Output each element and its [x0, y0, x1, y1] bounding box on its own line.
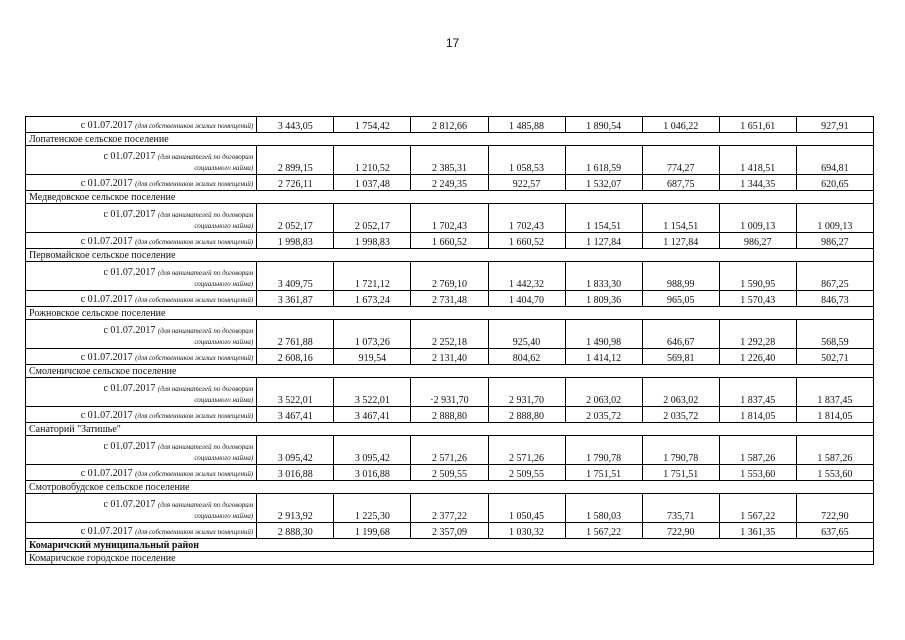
settlement-title: Медведовское сельское поселение	[26, 191, 874, 204]
tariff-value: 2 249,35	[411, 175, 488, 191]
tariff-value: 687,75	[642, 175, 719, 191]
tariff-value: 1 418,51	[719, 146, 796, 175]
tariff-value: 3 016,88	[257, 465, 334, 481]
tariff-value: 1 154,51	[565, 204, 642, 233]
tariff-value: 722,90	[796, 494, 873, 523]
consumer-category: (для нанимателей по договорам	[157, 501, 254, 509]
tariff-value: 1 225,30	[334, 494, 411, 523]
tariff-value: 804,62	[488, 349, 565, 365]
tariff-value: 1 660,52	[411, 233, 488, 249]
settlement-title: Санаторий "Затишье"	[26, 423, 874, 436]
consumer-category: (для собственников жилых помещений)	[135, 354, 254, 362]
section-row	[26, 539, 874, 552]
consumer-category: (для собственников жилых помещений)	[135, 122, 254, 130]
tariff-value: 1 532,07	[565, 175, 642, 191]
period-label	[26, 349, 257, 365]
consumer-category-cont: социального найма)	[194, 396, 254, 404]
tariff-value: 1 292,28	[719, 320, 796, 349]
tariff-value: 1 651,61	[719, 117, 796, 133]
owner-tariff-row	[26, 117, 874, 133]
tariff-value: 722,90	[642, 523, 719, 539]
period-label	[26, 378, 257, 407]
tariff-value: 1 553,60	[796, 465, 873, 481]
tariff-value: 2 252,18	[411, 320, 488, 349]
tariff-value: 2 385,31	[411, 146, 488, 175]
tariff-value: 2 888,80	[411, 407, 488, 423]
tariff-value: 694,81	[796, 146, 873, 175]
tariff-value: 1 809,36	[565, 291, 642, 307]
tariff-value: 1 030,32	[488, 523, 565, 539]
tenant-tariff-row	[26, 146, 874, 175]
tariff-value: 3 361,87	[257, 291, 334, 307]
period-date: с 01.07.2017	[80, 526, 133, 537]
period-label	[26, 233, 257, 249]
section-row	[26, 307, 874, 320]
tariff-value: 1 226,40	[719, 349, 796, 365]
tariff-value: 988,99	[642, 262, 719, 291]
tariff-value: 986,27	[719, 233, 796, 249]
tariff-value: 2 899,15	[257, 146, 334, 175]
tariff-value: 1 344,35	[719, 175, 796, 191]
tariff-value: 1 790,78	[642, 436, 719, 465]
period-label	[26, 494, 257, 523]
tariff-value: 3 443,05	[257, 117, 334, 133]
tariff-value: 1 837,45	[719, 378, 796, 407]
owner-tariff-row	[26, 349, 874, 365]
tariff-value: 2 052,17	[334, 204, 411, 233]
tenant-tariff-row	[26, 436, 874, 465]
consumer-category: (для нанимателей по договорам	[157, 211, 254, 219]
tariff-value: 2 377,22	[411, 494, 488, 523]
settlement-title: Лопатенское сельское поселение	[26, 133, 874, 146]
tenant-tariff-row	[26, 494, 874, 523]
period-date: с 01.07.2017	[80, 468, 133, 479]
tariff-value: 3 522,01	[334, 378, 411, 407]
tariff-value: 1 009,13	[719, 204, 796, 233]
owner-tariff-row	[26, 407, 874, 423]
tariff-value: 735,71	[642, 494, 719, 523]
owner-tariff-row	[26, 233, 874, 249]
tariff-value: 1 046,22	[642, 117, 719, 133]
tariff-value: 1 587,26	[719, 436, 796, 465]
tariff-value: 922,57	[488, 175, 565, 191]
tariff-value: 1 998,83	[257, 233, 334, 249]
tariff-value: 1 058,53	[488, 146, 565, 175]
consumer-category-cont: социального найма)	[194, 512, 254, 520]
period-date: с 01.07.2017	[103, 209, 156, 220]
tariff-value: 965,05	[642, 291, 719, 307]
period-date: с 01.07.2017	[103, 441, 156, 452]
tariff-value: 1 442,32	[488, 262, 565, 291]
tariff-value: 2 769,10	[411, 262, 488, 291]
owner-tariff-row	[26, 175, 874, 191]
consumer-category: (для собственников жилых помещений)	[135, 528, 254, 536]
consumer-category: (для нанимателей по договорам	[157, 153, 254, 161]
tariff-value: 1 127,84	[642, 233, 719, 249]
section-row	[26, 249, 874, 262]
period-date: с 01.07.2017	[80, 410, 133, 421]
tariff-value: 2 571,26	[488, 436, 565, 465]
tariff-value: 1 127,84	[565, 233, 642, 249]
consumer-category: (для собственников жилых помещений)	[135, 412, 254, 420]
tariff-value: 925,40	[488, 320, 565, 349]
tariff-value: 2 726,11	[257, 175, 334, 191]
tariff-value: 2 812,66	[411, 117, 488, 133]
tariff-value: 1 702,43	[411, 204, 488, 233]
consumer-category: (для собственников жилых помещений)	[135, 470, 254, 478]
tariff-value: 1 754,42	[334, 117, 411, 133]
tariff-value: 637,65	[796, 523, 873, 539]
period-label	[26, 175, 257, 191]
settlement-title: Первомайское сельское поселение	[26, 249, 874, 262]
tariff-value: 3 016,88	[334, 465, 411, 481]
period-label	[26, 320, 257, 349]
owner-tariff-row	[26, 523, 874, 539]
tariff-value: 774,27	[642, 146, 719, 175]
tariff-value: 919,54	[334, 349, 411, 365]
tariff-value: 1 154,51	[642, 204, 719, 233]
period-label	[26, 465, 257, 481]
tariff-value: 2 931,70	[488, 378, 565, 407]
section-row	[26, 481, 874, 494]
tariff-value: 2 888,80	[488, 407, 565, 423]
section-row	[26, 191, 874, 204]
owner-tariff-row	[26, 465, 874, 481]
tariff-value: 1 751,51	[642, 465, 719, 481]
tariff-value: 1 660,52	[488, 233, 565, 249]
tenant-tariff-row	[26, 320, 874, 349]
tariff-value: 1 567,22	[565, 523, 642, 539]
consumer-category: (для собственников жилых помещений)	[135, 180, 254, 188]
tariff-value: 3 467,41	[257, 407, 334, 423]
owner-tariff-row	[26, 291, 874, 307]
tariff-value: 1 485,88	[488, 117, 565, 133]
tariff-value: 1 814,05	[719, 407, 796, 423]
period-label	[26, 291, 257, 307]
consumer-category: (для собственников жилых помещений)	[135, 238, 254, 246]
consumer-category-cont: социального найма)	[194, 454, 254, 462]
tariff-value: 1 580,03	[565, 494, 642, 523]
period-date: с 01.07.2017	[80, 120, 133, 131]
tariff-value: 502,71	[796, 349, 873, 365]
period-label	[26, 204, 257, 233]
consumer-category: (для нанимателей по договорам	[157, 327, 254, 335]
tariff-value: 1 751,51	[565, 465, 642, 481]
tariff-value: 1 199,68	[334, 523, 411, 539]
tariff-value: 1 702,43	[488, 204, 565, 233]
period-date: с 01.07.2017	[103, 383, 156, 394]
tariff-value: 2 052,17	[257, 204, 334, 233]
consumer-category-cont: социального найма)	[194, 280, 254, 288]
tariff-value: 1 837,45	[796, 378, 873, 407]
consumer-category-cont: социального найма)	[194, 164, 254, 172]
tariff-value: 1 404,70	[488, 291, 565, 307]
tariff-value: 1 618,59	[565, 146, 642, 175]
tariff-value: 569,81	[642, 349, 719, 365]
tariff-value: 927,91	[796, 117, 873, 133]
district-title: Комаричский муниципальный район	[26, 539, 874, 552]
tariff-value: 2 063,02	[642, 378, 719, 407]
section-row	[26, 365, 874, 378]
consumer-category-cont: социального найма)	[194, 338, 254, 346]
tariff-value: 1 890,54	[565, 117, 642, 133]
period-date: с 01.07.2017	[80, 352, 133, 363]
period-date: с 01.07.2017	[80, 294, 133, 305]
period-date: с 01.07.2017	[103, 499, 156, 510]
tariff-value: 620,65	[796, 175, 873, 191]
period-date: с 01.07.2017	[80, 178, 133, 189]
tariff-value: 2 063,02	[565, 378, 642, 407]
period-label	[26, 146, 257, 175]
tariff-value: 2 888,30	[257, 523, 334, 539]
settlement-title: Комаричское городское поселение	[26, 552, 874, 565]
tariff-value: 1 073,26	[334, 320, 411, 349]
consumer-category: (для нанимателей по договорам	[157, 385, 254, 393]
tariff-value: 1 050,45	[488, 494, 565, 523]
tariff-value: 2 035,72	[565, 407, 642, 423]
tariff-value: 1 567,22	[719, 494, 796, 523]
tariff-value: 3 095,42	[257, 436, 334, 465]
consumer-category: (для нанимателей по договорам	[157, 443, 254, 451]
tariff-value: 1 721,12	[334, 262, 411, 291]
period-label	[26, 262, 257, 291]
section-row	[26, 133, 874, 146]
tariff-value: 1 590,95	[719, 262, 796, 291]
tariff-value: 2 731,48	[411, 291, 488, 307]
period-label	[26, 407, 257, 423]
tariff-value: ·2 931,70	[411, 378, 488, 407]
tariff-value: 3 409,75	[257, 262, 334, 291]
tariff-value: 2 913,92	[257, 494, 334, 523]
settlement-title: Смоленичское сельское поселение	[26, 365, 874, 378]
tariff-value: 568,59	[796, 320, 873, 349]
tariff-value: 1 833,30	[565, 262, 642, 291]
tenant-tariff-row	[26, 378, 874, 407]
period-label	[26, 117, 257, 133]
tariff-value: 1 673,24	[334, 291, 411, 307]
tariff-value: 1 037,48	[334, 175, 411, 191]
tariff-value: 2 608,16	[257, 349, 334, 365]
tariff-value: 2 509,55	[488, 465, 565, 481]
tariff-value: 2 357,09	[411, 523, 488, 539]
tariff-value: 1 570,43	[719, 291, 796, 307]
tariff-value: 3 095,42	[334, 436, 411, 465]
tariff-value: 2 509,55	[411, 465, 488, 481]
tenant-tariff-row	[26, 204, 874, 233]
tariff-value: 1 814,05	[796, 407, 873, 423]
consumer-category: (для собственников жилых помещений)	[135, 296, 254, 304]
tariff-value: 646,67	[642, 320, 719, 349]
page-number: 17	[445, 36, 460, 50]
tariff-value: 1 361,35	[719, 523, 796, 539]
tariff-value: 1 790,78	[565, 436, 642, 465]
tariff-value: 1 998,83	[334, 233, 411, 249]
consumer-category-cont: социального найма)	[194, 222, 254, 230]
tariff-value: 1 587,26	[796, 436, 873, 465]
tariff-value: 1 553,60	[719, 465, 796, 481]
consumer-category: (для нанимателей по договорам	[157, 269, 254, 277]
period-date: с 01.07.2017	[103, 267, 156, 278]
tariff-value: 846,73	[796, 291, 873, 307]
tariff-value: 1 414,12	[565, 349, 642, 365]
tariff-value: 867,25	[796, 262, 873, 291]
tariff-value: 3 522,01	[257, 378, 334, 407]
tariff-value: 1 009,13	[796, 204, 873, 233]
tariff-table	[25, 116, 874, 565]
period-label	[26, 436, 257, 465]
tariff-value: 986,27	[796, 233, 873, 249]
section-row	[26, 552, 874, 565]
tariff-value: 2 761,88	[257, 320, 334, 349]
tariff-value: 3 467,41	[334, 407, 411, 423]
settlement-title: Рожновское сельское поселение	[26, 307, 874, 320]
period-label	[26, 523, 257, 539]
tariff-value: 1 490,98	[565, 320, 642, 349]
section-row	[26, 423, 874, 436]
period-date: с 01.07.2017	[103, 325, 156, 336]
tariff-value: 1 210,52	[334, 146, 411, 175]
tariff-value: 2 131,40	[411, 349, 488, 365]
settlement-title: Смотровобудское сельское поселение	[26, 481, 874, 494]
tenant-tariff-row	[26, 262, 874, 291]
period-date: с 01.07.2017	[80, 236, 133, 247]
period-date: с 01.07.2017	[103, 151, 156, 162]
tariff-value: 2 571,26	[411, 436, 488, 465]
tariff-value: 2 035,72	[642, 407, 719, 423]
